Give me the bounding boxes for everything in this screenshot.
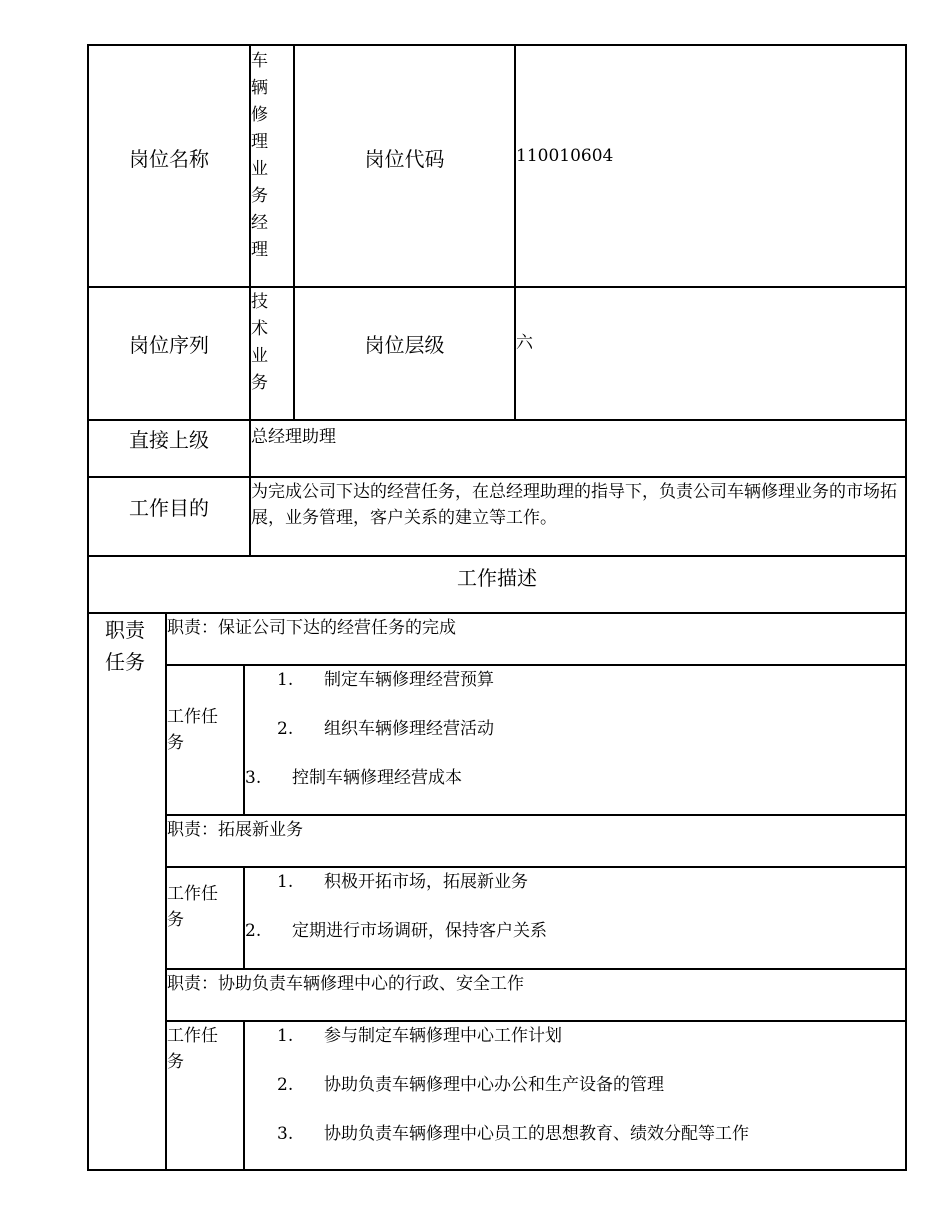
table-border-left: [87, 44, 89, 1171]
duty-title: 职责：保证公司下达的经营任务的完成: [167, 618, 456, 638]
post-series-label: 岗位序列: [129, 333, 209, 357]
column-divider: [243, 866, 245, 970]
row-divider: [165, 968, 907, 970]
task-label: 工作任务: [167, 1026, 218, 1072]
column-divider: [293, 44, 295, 421]
post-series-value: 技术业务: [251, 292, 268, 393]
task-text: 积极开拓市场，拓展新业务: [324, 872, 528, 892]
task-text: 定期进行市场调研，保持客户关系: [292, 921, 547, 941]
task-number: 2.: [277, 1075, 294, 1095]
task-number: 3.: [277, 1124, 294, 1144]
post-name-value: 车辆修理业务经理: [251, 51, 268, 260]
column-divider: [243, 1020, 245, 1171]
row-divider: [87, 286, 907, 288]
column-divider: [243, 664, 245, 816]
row-divider: [87, 419, 907, 421]
task-text: 协助负责车辆修理中心员工的思想教育、绩效分配等工作: [324, 1124, 749, 1144]
task-number: 1.: [277, 872, 294, 892]
post-code-label: 岗位代码: [364, 147, 445, 171]
row-divider: [165, 664, 907, 666]
row-divider: [165, 814, 907, 816]
duties-label: 职责任务: [105, 618, 145, 674]
post-level-label: 岗位层级: [364, 333, 445, 357]
task-number: 1.: [277, 670, 294, 690]
row-divider: [165, 866, 907, 868]
task-text: 参与制定车辆修理中心工作计划: [324, 1026, 562, 1046]
task-text: 协助负责车辆修理中心办公和生产设备的管理: [324, 1075, 664, 1095]
table-border-bottom: [87, 1169, 907, 1171]
superior-label: 直接上级: [129, 428, 209, 452]
task-number: 3.: [245, 768, 262, 788]
row-divider: [87, 612, 907, 614]
task-text: 控制车辆修理经营成本: [292, 768, 462, 788]
task-label: 工作任务: [167, 707, 218, 753]
purpose-value: 为完成公司下达的经营任务，在总经理助理的指导下，负责公司车辆修理业务的市场拓展，业务管理，客户关系的建立等工作。: [251, 482, 897, 528]
duty-title: 职责：协助负责车辆修理中心的行政、安全工作: [167, 974, 524, 994]
table-border-right: [905, 44, 907, 1171]
row-divider: [87, 555, 907, 557]
task-label: 工作任务: [167, 884, 218, 930]
task-text: 组织车辆修理经营活动: [324, 719, 494, 739]
post-code-value: 110010604: [516, 146, 614, 166]
post-name-label: 岗位名称: [129, 147, 209, 171]
post-level-value: 六: [516, 333, 533, 353]
table-border-top: [87, 44, 907, 46]
column-divider: [514, 44, 516, 421]
superior-value: 总经理助理: [251, 427, 336, 447]
task-number: 1.: [277, 1026, 294, 1046]
duty-title: 职责：拓展新业务: [167, 820, 303, 840]
task-number: 2.: [245, 921, 262, 941]
purpose-label: 工作目的: [129, 496, 209, 520]
task-number: 2.: [277, 719, 294, 739]
row-divider: [165, 1020, 907, 1022]
description-title: 工作描述: [457, 566, 537, 590]
task-text: 制定车辆修理经营预算: [324, 670, 494, 690]
row-divider: [87, 476, 907, 478]
